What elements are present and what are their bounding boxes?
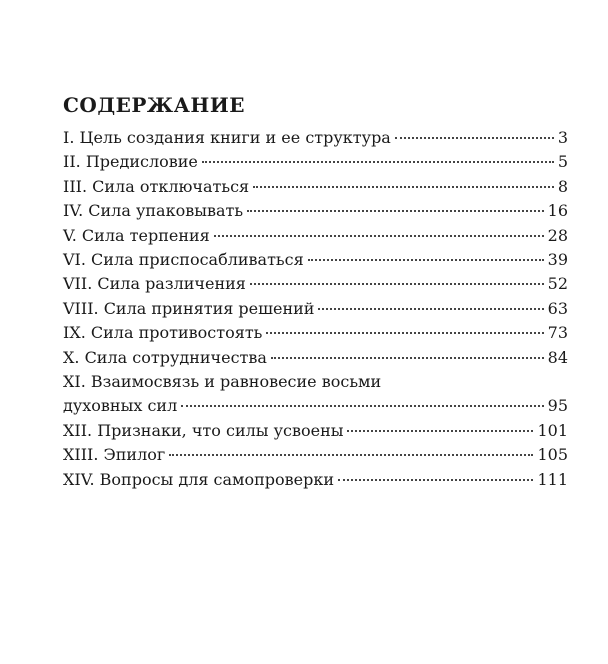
toc-entry-page: 63 [547, 298, 568, 318]
dot-leader [347, 430, 533, 432]
toc-entry-page: 101 [537, 420, 568, 440]
toc-entry-title: VI. Сила приспосабливаться [63, 250, 304, 270]
toc-entry [63, 175, 568, 199]
toc-entry-page: 39 [547, 250, 568, 270]
dot-leader [318, 308, 543, 310]
toc-entry-title: V. Сила терпения [63, 225, 210, 245]
dot-leader [247, 210, 544, 212]
toc-entry [63, 394, 568, 418]
dot-leader [271, 357, 544, 359]
toc-entry [63, 468, 568, 492]
toc-entry-title: IX. Сила противостоять [63, 323, 263, 343]
toc-entry-title: XIII. Эпилог [63, 445, 166, 465]
toc-entry-title: VIII. Сила принятия решений [63, 298, 315, 318]
toc-entry-page: 5 [557, 152, 568, 172]
dot-leader [169, 454, 533, 456]
toc-entry [63, 297, 568, 321]
toc-entry [63, 126, 568, 150]
toc-entry-title-line2: духовных сил [63, 396, 178, 416]
dot-leader [181, 405, 543, 407]
dot-leader [202, 161, 554, 163]
toc-entry-title: X. Сила сотрудничества [63, 347, 267, 367]
toc-entry-title: XIV. Вопросы для самопроверки [63, 469, 335, 489]
toc-entry-page: 28 [547, 225, 568, 245]
table-of-contents [63, 126, 568, 492]
dot-leader [338, 479, 533, 481]
toc-entry [63, 443, 568, 467]
toc-entry-title: III. Сила отключаться [63, 176, 250, 196]
toc-entry [63, 248, 568, 272]
toc-entry [63, 150, 568, 174]
toc-entry-title-line1: XI. Взаимосвязь и равновесие восьми [63, 372, 382, 392]
toc-entry [63, 321, 568, 345]
toc-entry-page: 8 [557, 176, 568, 196]
toc-entry-page: 16 [547, 201, 568, 221]
toc-entry-title: IV. Сила упаковывать [63, 201, 244, 221]
toc-entry [63, 272, 568, 296]
toc-entry-page: 105 [537, 445, 568, 465]
toc-entry-page: 84 [547, 347, 568, 367]
dot-leader [250, 283, 544, 285]
dot-leader [214, 235, 544, 237]
toc-entry-title: I. Цель создания книги и ее структура [63, 128, 391, 147]
toc-entry-page: 3 [557, 128, 568, 147]
toc-entry [63, 346, 568, 370]
toc-entry-page: 52 [547, 274, 568, 294]
dot-leader [266, 332, 543, 334]
toc-entry [63, 419, 568, 443]
toc-entry-page: 111 [537, 469, 568, 489]
dot-leader [395, 137, 554, 139]
contents-heading: СОДЕРЖАНИЕ [63, 93, 245, 117]
toc-entry [63, 199, 568, 223]
toc-entry [63, 224, 568, 248]
toc-entry-title: XII. Признаки, что силы усвоены [63, 420, 344, 440]
toc-entry-page: 95 [547, 396, 568, 416]
toc-entry-title: VII. Сила различения [63, 274, 246, 294]
dot-leader [253, 186, 554, 188]
toc-entry-page: 73 [547, 323, 568, 343]
dot-leader [308, 259, 544, 261]
toc-entry-title: II. Предисловие [63, 152, 198, 172]
